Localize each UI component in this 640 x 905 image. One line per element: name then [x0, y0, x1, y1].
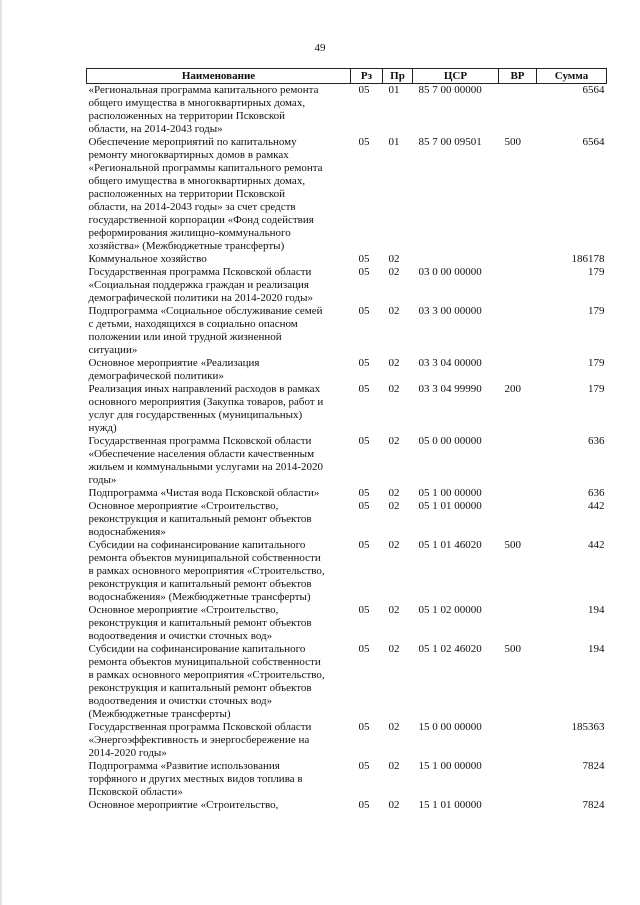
row-rz: 05 — [358, 799, 370, 811]
row-name: Основное мероприятие «Строительство, — [88, 799, 279, 811]
row-csr: 05 1 01 46020 — [418, 539, 482, 551]
row-csr — [413, 253, 499, 266]
row-sum: 186178 — [571, 253, 605, 265]
row-rz: 05 — [358, 500, 370, 512]
row-name: Коммунальное хозяйство — [88, 253, 207, 265]
table-row — [87, 487, 607, 500]
row-sum: 194 — [588, 643, 605, 655]
row-vr — [499, 721, 537, 760]
row-vr — [499, 84, 537, 137]
row-name: Подпрограмма «Социальное обслуживание семей с детьми, находящихся в социально опасном положении или иной трудной жизненной ситуации» — [88, 305, 323, 356]
row-sum: 6564 — [582, 136, 605, 148]
row-name: Обеспечение мероприятий по капитальному ремонту многоквартирных домов в рамках «Региональной программы капитального ремонта общего имущества в многоквартирных домах, расположенных на территории Псковской области, на 2014-2043 годы» за счет средств государственной корпорации «Фонд содействия реформирования жилищно-коммунального хозяйства» (Межбюджетные трансферты) — [88, 136, 323, 252]
row-vr: 200 — [504, 383, 521, 395]
row-csr: 05 1 02 46020 — [418, 643, 482, 655]
table-row — [87, 721, 607, 760]
header-csr: ЦСР — [413, 69, 499, 84]
row-vr: 500 — [504, 643, 521, 655]
row-rz: 05 — [358, 643, 370, 655]
row-sum: 442 — [588, 500, 605, 512]
table-row — [87, 799, 607, 812]
row-pr: 02 — [388, 643, 400, 655]
row-rz: 05 — [358, 383, 370, 395]
row-rz: 05 — [358, 604, 370, 616]
row-csr: 85 7 00 09501 — [418, 136, 482, 148]
header-rz: Рз — [351, 69, 383, 84]
row-rz: 05 — [358, 253, 370, 265]
row-rz: 05 — [358, 721, 370, 733]
header-row — [87, 69, 607, 84]
table-row — [87, 253, 607, 266]
table-row — [87, 539, 607, 604]
row-sum: 179 — [588, 266, 605, 278]
table-row — [87, 266, 607, 305]
row-vr — [499, 760, 537, 799]
page-number: 49 — [314, 42, 326, 54]
row-csr: 05 0 00 00000 — [418, 435, 482, 447]
scan-edge-shadow — [0, 0, 3, 905]
row-name: «Региональная программа капитального ремонта общего имущества в многоквартирных домах, расположенных на территории Псковской области, на 2014-2043 годы» — [88, 84, 319, 135]
row-name: Основное мероприятие «Строительство, реконструкция и капитальный ремонт объектов водоснабжения» — [88, 500, 312, 538]
row-sum: 7824 — [582, 760, 605, 772]
row-pr: 02 — [388, 487, 400, 499]
row-vr — [499, 435, 537, 487]
table-header — [87, 69, 607, 84]
row-pr: 02 — [388, 500, 400, 512]
row-pr: 02 — [388, 721, 400, 733]
header-vr: ВР — [499, 69, 537, 84]
row-name: Реализация иных направлений расходов в рамках основного мероприятия (Закупка товаров, работ и услуг для государственных (муниципальных) нужд) — [88, 383, 324, 434]
row-csr: 15 0 00 00000 — [418, 721, 482, 733]
row-sum: 179 — [588, 383, 605, 395]
row-pr: 02 — [388, 799, 400, 811]
row-vr — [499, 357, 537, 383]
row-rz: 05 — [358, 84, 370, 96]
table-row — [87, 84, 607, 137]
row-sum: 636 — [588, 435, 605, 447]
row-csr: 03 0 00 00000 — [418, 266, 482, 278]
row-name: Государственная программа Псковской области «Энергоэффективность и энергосбережение на 2014-2020 годы» — [88, 721, 312, 759]
row-name: Субсидии на софинансирование капитального ремонта объектов муниципальной собственности в рамках основного мероприятия «Строительство, реконструкция и капитальный ремонт объектов водоснабжения» (Межбюджетные трансферты) — [88, 539, 325, 603]
row-vr — [499, 500, 537, 539]
table-row — [87, 760, 607, 799]
row-rz: 05 — [358, 435, 370, 447]
row-csr: 15 1 01 00000 — [418, 799, 482, 811]
row-vr — [499, 799, 537, 812]
row-name: Государственная программа Псковской области «Обеспечение населения области качественным жильем и коммунальными услугами на 2014-2020 годы» — [88, 435, 324, 486]
row-rz: 05 — [358, 760, 370, 772]
row-sum: 179 — [588, 305, 605, 317]
row-sum: 636 — [588, 487, 605, 499]
row-csr: 15 1 00 00000 — [418, 760, 482, 772]
row-vr — [499, 266, 537, 305]
row-rz: 05 — [358, 305, 370, 317]
table-row — [87, 383, 607, 435]
table-row — [87, 643, 607, 721]
table-row — [87, 305, 607, 357]
header-sum: Сумма — [537, 69, 607, 84]
row-sum: 6564 — [582, 84, 605, 96]
row-pr: 02 — [388, 604, 400, 616]
row-csr: 85 7 00 00000 — [418, 84, 482, 96]
table-body — [87, 84, 607, 813]
table-row — [87, 136, 607, 253]
row-rz: 05 — [358, 487, 370, 499]
row-vr — [499, 604, 537, 643]
row-name: Подпрограмма «Развитие использования торфяного и других местных видов топлива в Псковской области» — [88, 760, 303, 798]
row-rz: 05 — [358, 266, 370, 278]
header-pr: Пр — [383, 69, 413, 84]
row-sum: 185363 — [571, 721, 605, 733]
row-pr: 02 — [388, 305, 400, 317]
row-pr: 02 — [388, 266, 400, 278]
table-row — [87, 500, 607, 539]
row-sum: 179 — [588, 357, 605, 369]
row-name: Основное мероприятие «Строительство, реконструкция и капитальный ремонт объектов водоотведения и очистки сточных вод» — [88, 604, 312, 642]
row-pr: 02 — [388, 253, 400, 265]
row-csr: 05 1 00 00000 — [418, 487, 482, 499]
row-csr: 03 3 04 99990 — [418, 383, 482, 395]
row-vr: 500 — [504, 539, 521, 551]
row-pr: 02 — [388, 760, 400, 772]
header-name: Наименование — [87, 69, 351, 84]
row-rz: 05 — [358, 357, 370, 369]
row-csr: 05 1 02 00000 — [418, 604, 482, 616]
row-pr: 02 — [388, 383, 400, 395]
budget-table — [86, 68, 607, 812]
row-name: Подпрограмма «Чистая вода Псковской области» — [88, 487, 320, 499]
row-pr: 01 — [388, 84, 400, 96]
table-row — [87, 435, 607, 487]
table-row — [87, 357, 607, 383]
row-csr: 03 3 00 00000 — [418, 305, 482, 317]
row-vr: 500 — [504, 136, 521, 148]
row-rz: 05 — [358, 136, 370, 148]
row-csr: 03 3 04 00000 — [418, 357, 482, 369]
row-pr: 01 — [388, 136, 400, 148]
row-name: Основное мероприятие «Реализация демографической политики» — [88, 357, 260, 382]
row-name: Субсидии на софинансирование капитального ремонта объектов муниципальной собственности в рамках основного мероприятия «Строительство, реконструкция и капитальный ремонт объектов водоотведения и очистки сточных вод» (Межбюджетные трансферты) — [88, 643, 325, 720]
row-pr: 02 — [388, 539, 400, 551]
row-csr: 05 1 01 00000 — [418, 500, 482, 512]
row-pr: 02 — [388, 357, 400, 369]
row-pr: 02 — [388, 435, 400, 447]
row-sum: 7824 — [582, 799, 605, 811]
row-vr — [499, 487, 537, 500]
row-sum: 442 — [588, 539, 605, 551]
row-name: Государственная программа Псковской области «Социальная поддержка граждан и реализация демографической политики на 2014-2020 годы» — [88, 266, 313, 304]
table-row — [87, 604, 607, 643]
row-sum: 194 — [588, 604, 605, 616]
row-rz: 05 — [358, 539, 370, 551]
row-vr — [499, 305, 537, 357]
row-vr — [499, 253, 537, 266]
